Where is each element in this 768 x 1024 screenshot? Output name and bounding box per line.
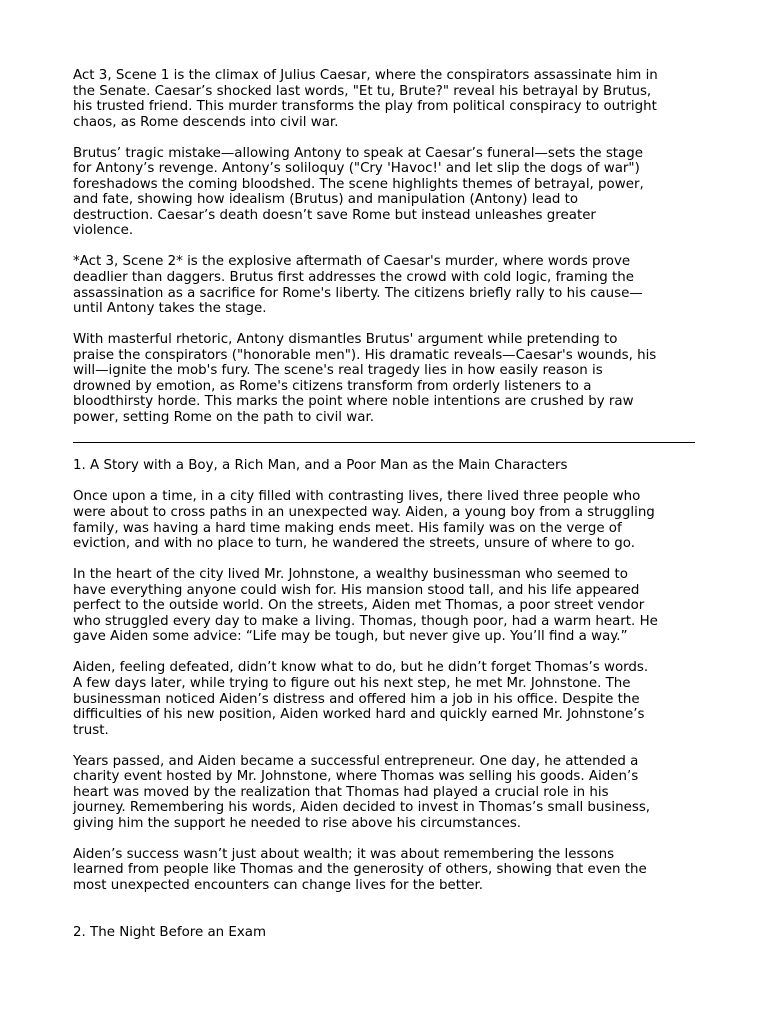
story-one-heading: 1. A Story with a Boy, a Rich Man, and a Poor Man as the Main Characters bbox=[73, 458, 568, 474]
paragraph-act3-scene2: *Act 3, Scene 2* is the explosive aftermath of Caesar's murder, where words prove deadlier than daggers. Brutus first addresses the crowd with cold logic, framing the assassination as a sacrifice for Rome's liberty. The citizens briefly rally to his cause— until Antony takes the stage. bbox=[73, 254, 643, 317]
story-one-paragraph-job: Aiden, feeling defeated, didn’t know what to do, but he didn’t forget Thomas’s words. A few days later, while trying to figure out his next step, he met Mr. Johnstone. The businessman noticed Aiden’s distress and offered him a job in his office. Despite the difficulties of his new position, Aiden worked hard and quickly earned Mr. Johnstone’s trust. bbox=[73, 660, 649, 738]
paragraph-act3-scene1: Act 3, Scene 1 is the climax of Julius Caesar, where the conspirators assassinate him in the Senate. Caesar’s shocked last words, "Et tu, Brute?" reveal his betrayal by Brutus, his trusted friend. This murder transforms the play from political conspiracy to outright chaos, as Rome descends into civil war. bbox=[73, 68, 658, 130]
story-two-heading: 2. The Night Before an Exam bbox=[73, 924, 267, 940]
paragraph-antony-rhetoric: With masterful rhetoric, Antony dismantles Brutus' argument while pretending to praise the conspirators ("honorable men"). His dramatic reveals—Caesar's wounds, his will—ignite the mob's fury. The scene's real tragedy lies in how easily reason is drowned by emotion, as Rome's citizens transform from orderly listeners to a bloodthirsty horde. This marks the point where noble intentions are crushed by raw power, setting Rome on the path to civil war. bbox=[73, 332, 657, 425]
paragraph-brutus-mistake: Brutus’ tragic mistake—allowing Antony to speak at Caesar’s funeral—sets the stage for Antony’s revenge. Antony’s soliloquy ("Cry 'Havoc!' and let slip the dogs of war") foreshadows the coming bloodshed. The scene highlights themes of betrayal, power, and fate, showing how idealism (Brutus) and manipulation (Antony) lead to destruction. Caesar’s death doesn’t save Rome but instead unleashes greater violence. bbox=[73, 145, 644, 239]
story-one-paragraph-intro: Once upon a time, in a city filled with contrasting lives, there lived three people who were about to cross paths in an unexpected way. Aiden, a young boy from a struggling family, was having a hard time making ends meet. His family was on the verge of eviction, and with no place to turn, he wandered the streets, unsure of where to go. bbox=[73, 489, 655, 552]
document-page bbox=[73, 68, 695, 940]
story-one-paragraph-years-passed: Years passed, and Aiden became a successful entrepreneur. One day, he attended a charity event hosted by Mr. Johnstone, where Thomas was selling his goods. Aiden’s heart was moved by the realization that Thomas had played a crucial role in his journey. Remembering his words, Aiden decided to invest in Thomas’s small business, giving him the support he needed to rise above his circumstances. bbox=[73, 753, 651, 831]
story-one-paragraph-conclusion: Aiden’s success wasn’t just about wealth; it was about remembering the lessons learned from people like Thomas and the generosity of others, showing that even the most unexpected encounters can change lives for the better. bbox=[73, 846, 647, 893]
horizontal-divider bbox=[73, 442, 695, 443]
story-one-paragraph-johnstone: In the heart of the city lived Mr. Johnstone, a wealthy businessman who seemed to have everything anyone could wish for. His mansion stood tall, and his life appeared perfect to the outside world. On the streets, Aiden met Thomas, a poor street vendor who struggled every day to make a living. Thomas, though poor, had a warm heart. He gave Aiden some advice: “Life may be tough, but never give up. You’ll find a way.” bbox=[73, 567, 658, 645]
